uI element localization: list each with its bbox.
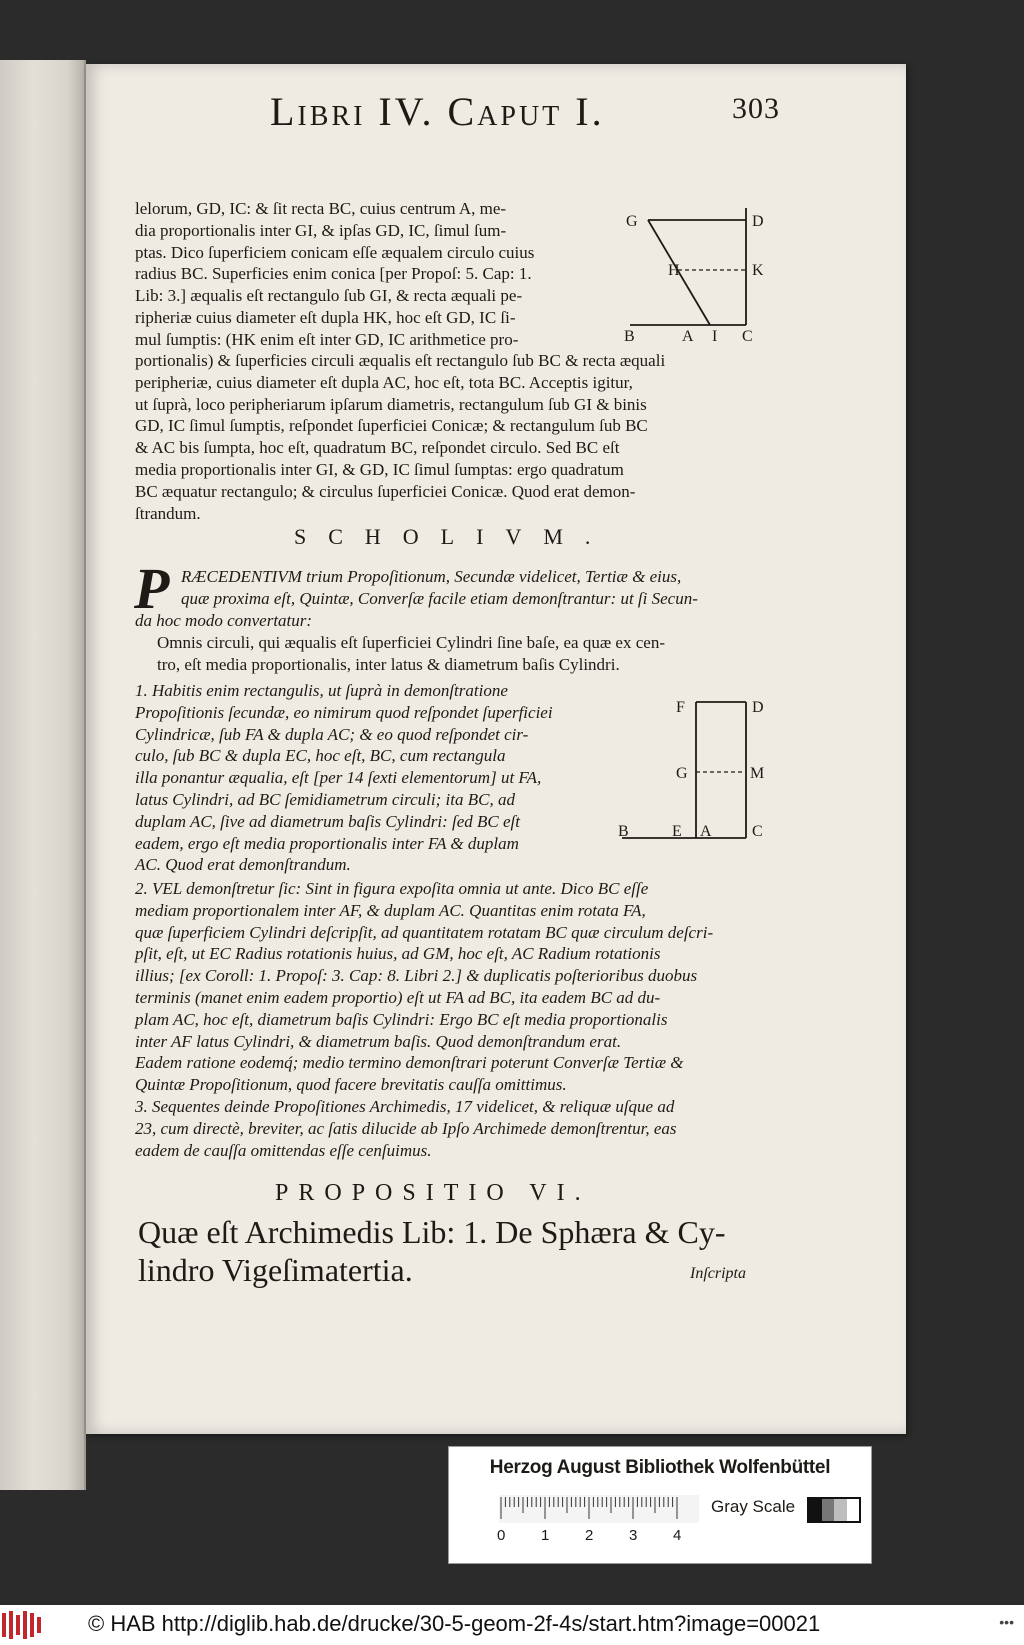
text-line: peripheriæ, cuius diameter eſt dupla AC, hoc eſt, tota BC. Acceptis igitur, [135, 372, 633, 392]
text-line: eadem de cauſſa omittendas eſſe cenſuimus. [135, 1140, 432, 1160]
diagram1-label-h: H [668, 262, 680, 279]
text-line: pſit, eſt, ut EC Radius rotationis huius, ad GM, hoc eſt, AC Radium rotationis [135, 944, 661, 964]
text-line: 23, cum directè, breviter, ac ſatis dilucide ab Ipſo Archimede demonſtrentur, eas [135, 1118, 677, 1138]
scholium-intro [134, 556, 775, 631]
text-line: Omnis circuli, qui æqualis eſt ſuperficiei Cylindri ſine baſe, ea quæ ex cen- [157, 633, 665, 652]
gray-swatch [822, 1499, 835, 1521]
text-line: ripheriæ cuius diameter eſt dupla HK, hoc eſt GD, IC ſi- [135, 307, 516, 327]
scale-number: 0 [497, 1527, 506, 1544]
scale-number: 4 [673, 1527, 682, 1544]
text-line: Propoſitionis ſecundæ, eo nimirum quod reſpondet ſuperficiei [135, 702, 553, 722]
text-line: plam AC, hoc eſt, diametrum baſis Cylindri: Ergo BC eſt media proportionalis [135, 1009, 668, 1029]
running-head [180, 88, 780, 138]
diagram2-label-m: M [750, 765, 765, 782]
text-line: latus Cylindri, ad BC ſemidiametrum circuli; ita BC, ad [135, 789, 515, 809]
scale-number: 3 [629, 1527, 638, 1544]
proposition-heading: PROPOSITIO VI. [275, 1180, 591, 1206]
intro-continuation [135, 350, 775, 524]
text-line: quæ ſuperficiem Cylindri deſcripſit, ad quantitatem rotatam BC quæ circulum deſcri- [135, 922, 714, 942]
hab-logo-icon [0, 1609, 46, 1641]
library-name: Herzog August Bibliothek Wolfenbüttel [489, 1457, 831, 1478]
diagram1-label-i: I [712, 328, 718, 345]
scale-numbers [497, 1527, 707, 1547]
diagram2-label-c: C [752, 823, 763, 840]
text-line: illius; [ex Coroll: 1. Propoſ: 3. Cap: 8. Libri 2.] & duplicatis poſterioribus duobus [135, 966, 698, 986]
text-line: media proportionalis inter GI, & GD, IC ſimul ſumptas: ergo quadratum [135, 459, 624, 479]
gray-swatch [834, 1499, 847, 1521]
text-line: lelorum, GD, IC: & ſit recta BC, cuius centrum A, me- [135, 199, 507, 218]
diagram1-label-d: D [752, 213, 764, 230]
text-line: 1. Habitis enim rectangulis, ut ſuprà in demonſtratione [135, 681, 508, 700]
text-line: ſtrandum. [135, 503, 201, 523]
left-page-edge [0, 60, 86, 1490]
scale-number: 1 [541, 1527, 550, 1544]
text-line: radius BC. Superficies enim conica [per Propoſ: 5. Cap: 1. [135, 264, 532, 284]
title-line: Quæ eſt Archimedis Lib: 1. De Sphæra & Cy- [138, 1214, 726, 1250]
text-line: ptas. Dico ſuperficiem conicam eſſe æqualem circulo cuius [135, 242, 535, 262]
diagram1-label-g: G [626, 213, 638, 230]
text-line: culo, ſub BC & dupla EC, hoc eſt, BC, cum rectangula [135, 746, 506, 766]
text-line: dia proportionalis inter GI, & ipſas GD, IC, ſimul ſum- [135, 220, 507, 240]
text-line: Quintæ Propoſitionum, quod facere brevitatis cauſſa omittimus. [135, 1075, 567, 1095]
text-line: duplam AC, ſive ad diametrum baſis Cylindri: ſed BC eſt [135, 811, 520, 831]
diagram1-label-b: B [624, 328, 635, 345]
text-line: & AC bis ſumpta, hoc eſt, quadratum BC, reſpondet circulo. Sed BC eſt [135, 438, 620, 458]
text-line: BC æquatur rectangulo; & circulus ſuperficiei Conicæ. Quod erat demon- [135, 481, 636, 501]
text-line: RÆCEDENTIVM trium Propoſitionum, Secundæ videlicet, Tertiæ & eius, [181, 567, 682, 586]
diagram1-label-a: A [682, 328, 694, 345]
running-head-title: Libri IV. Caput I. [270, 89, 605, 134]
cylinder-diagram [612, 692, 782, 852]
text-line: ut ſuprà, loco peripheriarum ipſarum diametris, rectangulum ſub GI & binis [135, 394, 647, 414]
text-line: portionalis) & ſuperficies circuli æqualis eſt rectangulo ſub BC & recta æquali [135, 351, 666, 370]
gray-scale-label: Gray Scale [711, 1497, 796, 1516]
library-label [448, 1446, 872, 1564]
text-line: 3. Sequentes deinde Propoſitiones Archimedis, 17 videlicet, & reliquæ uſque ad [135, 1096, 675, 1116]
text-line: Lib: 3.] æqualis eſt rectangulo ſub GI, & recta æquali pe- [135, 286, 523, 306]
diagram1-label-k: K [752, 262, 764, 279]
text-line: AC. Quod erat demonſtrandum. [135, 855, 351, 875]
diagram1-label-c: C [742, 328, 753, 345]
catchword: Inſcripta [690, 1265, 746, 1282]
diagram2-label-g: G [676, 765, 688, 782]
gray-swatch [809, 1499, 822, 1521]
diagram2-label-b: B [618, 823, 629, 840]
footer-bar [0, 1605, 1024, 1645]
page-number: 303 [732, 92, 780, 125]
diagram2-label-f: F [676, 699, 685, 716]
diagram2-label-d: D [752, 699, 764, 716]
text-line: inter AF latus Cylindri, & diametrum baſis. Quod demonſtrandum erat. [135, 1031, 622, 1051]
text-line: mediam proportionalem inter AF, & duplam AC. Quantitas enim rotata FA, [135, 900, 646, 920]
gray-swatch [847, 1499, 860, 1521]
intro-paragraph [135, 198, 630, 351]
text-line: Cylindricæ, ſub FA & dupla AC; & eo quod reſpondet cir- [135, 724, 529, 744]
scholium-heading: SCHOLIVM. [294, 524, 613, 549]
scale-number: 2 [585, 1527, 594, 1544]
scale-ruler [499, 1495, 699, 1523]
theorem-statement [135, 632, 775, 676]
diagram2-label-a: A [700, 823, 712, 840]
title-line: lindro Vigeſimatertia. [138, 1252, 413, 1288]
text-line: GD, IC ſimul ſumptis, reſpondet ſuperficiei Conicæ; & rectangulum ſub BC [135, 416, 648, 436]
text-line: tro, eſt media proportionalis, inter latus & diametrum baſis Cylindri. [157, 654, 620, 674]
text-line: Eadem ratione eodemq́; medio termino demonſtrari poterunt Converſæ Tertiæ & [135, 1053, 684, 1073]
text-line: terminis (manet enim eadem proportio) eſt ut FA ad BC, ita eadem BC ad du- [135, 987, 661, 1007]
text-line: mul ſumptis: (HK enim eſt inter GD, IC arithmetice pro- [135, 329, 519, 349]
text-line: eadem, ergo eſt media proportionalis inter FA & duplam [135, 833, 519, 853]
drop-cap: P [134, 556, 170, 621]
proof-item-1 [135, 680, 590, 876]
cone-diagram [620, 200, 780, 346]
text-line: da hoc modo convertatur: [135, 610, 313, 630]
text-line: quæ proxima eſt, Quintæ, Converſæ facile etiam demonſtrantur: ut ſi Secun- [181, 588, 698, 608]
diagram2-label-e: E [672, 823, 682, 840]
source-url[interactable]: © HAB http://diglib.hab.de/drucke/30-5-geom-2f-4s/start.htm?image=00021 [88, 1611, 821, 1636]
gray-scale-swatches [807, 1497, 861, 1523]
more-options-icon[interactable]: ••• [999, 1614, 1014, 1630]
text-line: 2. VEL demonſtretur ſic: Sint in figura expoſita omnia ut ante. Dico BC eſſe [135, 879, 649, 898]
proof-item-2 [135, 878, 775, 1161]
text-line: illa ponantur æqualia, eſt [per 14 ſexti elementorum] ut FA, [135, 768, 542, 788]
